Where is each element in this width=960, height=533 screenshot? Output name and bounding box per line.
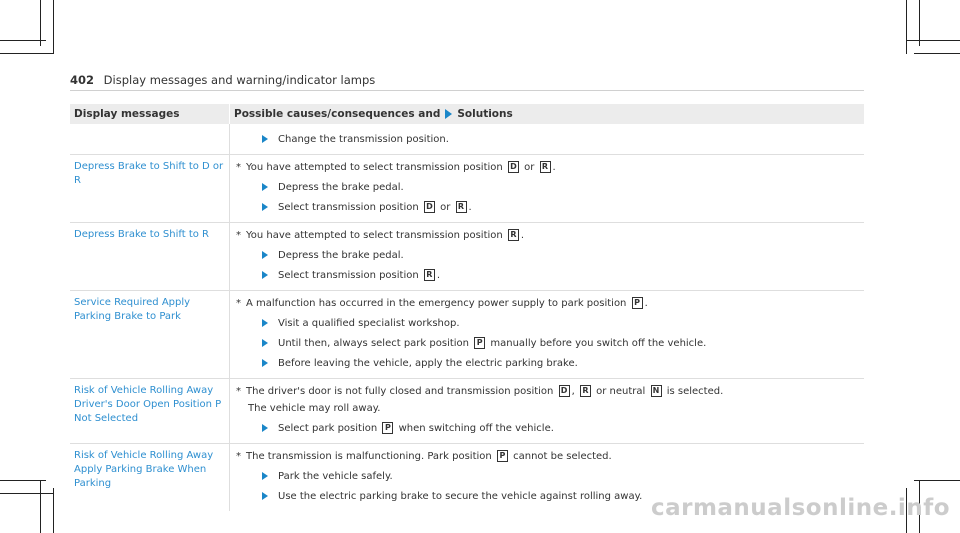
crop-mark <box>906 0 907 54</box>
cause-text <box>246 229 524 243</box>
step-text-part: manually before you switch off the vehicle. <box>490 338 707 349</box>
message-cell: Depress Brake to Shift to R <box>74 229 209 240</box>
table-header <box>70 104 864 124</box>
arrow-icon <box>262 135 268 143</box>
arrow-icon <box>262 203 268 211</box>
solution-step <box>234 133 864 147</box>
col-header-solutions-label: Solutions <box>457 108 513 120</box>
table-row <box>70 155 864 223</box>
arrow-icon <box>262 492 268 500</box>
cause-line <box>234 450 864 464</box>
step-text-part: Select transmission position <box>278 202 419 213</box>
solution-step <box>234 357 864 371</box>
gear-key-icon: R <box>508 229 519 241</box>
bullet-icon: * <box>236 451 241 462</box>
cause-text-part: . <box>644 298 648 309</box>
messages-table <box>70 104 864 511</box>
solution-step <box>234 470 864 484</box>
cause-text-part: . <box>552 162 556 173</box>
causes-cell <box>229 155 864 222</box>
step-text-part: . <box>436 270 441 281</box>
message-cell <box>70 124 229 154</box>
solution-step <box>234 317 864 331</box>
crop-mark <box>40 480 41 533</box>
arrow-icon <box>262 359 268 367</box>
crop-mark <box>0 493 54 494</box>
bullet-icon: * <box>236 298 241 309</box>
cause-text-part: is selected. <box>666 386 724 397</box>
page-number: 402 <box>70 73 95 87</box>
col-header-causes <box>229 104 864 124</box>
arrow-icon <box>262 424 268 432</box>
step-text: Change the transmission position. <box>278 134 449 145</box>
bullet-icon: * <box>236 386 241 397</box>
step-text-part: when switching off the vehicle. <box>398 423 554 434</box>
arrow-icon <box>262 183 268 191</box>
cause-text-part: You have attempted to select transmission position <box>246 162 503 173</box>
cause-line <box>234 297 864 311</box>
crop-mark <box>0 53 54 54</box>
crop-mark <box>914 480 960 481</box>
step-text <box>278 337 706 351</box>
step-text: Before leaving the vehicle, apply the electric parking brake. <box>278 358 578 369</box>
step-text-part: Select transmission position <box>278 270 419 281</box>
step-text <box>278 201 472 215</box>
solution-step <box>234 422 864 436</box>
gear-key-icon: P <box>497 450 508 462</box>
step-text: Park the vehicle safely. <box>278 471 393 482</box>
causes-cell <box>229 124 864 154</box>
message-cell: Service Required Apply Parking Brake to Park <box>74 297 191 322</box>
arrow-icon <box>262 339 268 347</box>
cause-text-part: The driver's door is not fully closed and transmission position <box>246 386 554 397</box>
step-text <box>278 269 440 283</box>
step-text: Use the electric parking brake to secure the vehicle against rolling away. <box>278 491 643 502</box>
page-title: Display messages and warning/indicator lamps <box>103 73 376 87</box>
table-row <box>70 291 864 379</box>
message-cell: Risk of Vehicle Rolling Away Driver's Door Open Position P Not Selected <box>74 385 222 424</box>
cause-line <box>234 161 864 175</box>
gear-key-icon: D <box>559 385 570 397</box>
arrow-icon <box>262 319 268 327</box>
step-text: Depress the brake pedal. <box>278 182 404 193</box>
step-text-part: Until then, always select park position <box>278 338 469 349</box>
step-text: Visit a qualified specialist workshop. <box>278 318 460 329</box>
cause-text-part: . <box>520 230 525 241</box>
cause-line <box>234 385 864 399</box>
watermark: carmanualsonline.info <box>650 495 950 521</box>
cause-text <box>246 450 612 464</box>
table-row <box>70 124 864 155</box>
message-cell: Risk of Vehicle Rolling Away Apply Parking Brake When Parking <box>74 450 214 489</box>
step-text <box>278 422 554 436</box>
col-header-messages: Display messages <box>74 108 180 120</box>
cause-text-part: or <box>524 162 535 173</box>
cause-text <box>246 161 556 175</box>
causes-cell <box>229 291 864 378</box>
crop-mark <box>914 53 960 54</box>
bullet-icon: * <box>236 230 241 241</box>
step-text-part: Select park position <box>278 423 378 434</box>
solution-step <box>234 269 864 283</box>
crop-mark <box>906 40 960 41</box>
causes-cell <box>229 379 864 443</box>
gear-key-icon: R <box>580 385 591 397</box>
crop-mark <box>53 488 54 533</box>
cause-text-part: or neutral <box>596 386 646 397</box>
step-text-part: . <box>468 202 472 213</box>
table-row <box>70 379 864 444</box>
gear-key-icon: P <box>382 422 393 434</box>
gear-key-icon: P <box>632 297 643 309</box>
cause-line: The vehicle may roll away. <box>248 403 381 414</box>
cause-text-part: You have attempted to select transmission position <box>246 230 503 241</box>
gear-key-icon: P <box>474 337 485 349</box>
gear-key-icon: N <box>651 385 662 397</box>
message-cell: Depress Brake to Shift to D or R <box>74 161 224 186</box>
cause-text-part: , <box>571 386 575 397</box>
gear-key-icon: R <box>456 201 467 213</box>
solution-step <box>234 337 864 351</box>
arrow-icon <box>262 251 268 259</box>
arrow-icon <box>262 472 268 480</box>
causes-cell <box>229 223 864 290</box>
gear-key-icon: D <box>424 201 435 213</box>
arrow-icon <box>445 109 452 119</box>
gear-key-icon: D <box>508 161 519 173</box>
cause-text-part: cannot be selected. <box>513 451 612 462</box>
gear-key-icon: R <box>540 161 551 173</box>
solution-step <box>234 249 864 263</box>
col-header-causes-label: Possible causes/consequences and <box>234 108 441 120</box>
cause-text <box>246 385 723 399</box>
header-divider <box>70 90 864 91</box>
arrow-icon <box>262 271 268 279</box>
cause-text-part: The transmission is malfunctioning. Park position <box>246 451 492 462</box>
solution-step <box>234 201 864 215</box>
step-text-part: or <box>440 202 451 213</box>
cause-text <box>246 297 648 311</box>
table-row <box>70 223 864 291</box>
crop-mark <box>53 0 54 54</box>
gear-key-icon: R <box>424 269 435 281</box>
crop-mark <box>0 40 46 41</box>
solution-step <box>234 181 864 195</box>
bullet-icon: * <box>236 162 241 173</box>
step-text: Depress the brake pedal. <box>278 250 404 261</box>
page-header <box>70 73 375 87</box>
cause-text-part: A malfunction has occurred in the emergency power supply to park position <box>246 298 627 309</box>
crop-mark <box>0 480 46 481</box>
cause-line <box>234 229 864 243</box>
